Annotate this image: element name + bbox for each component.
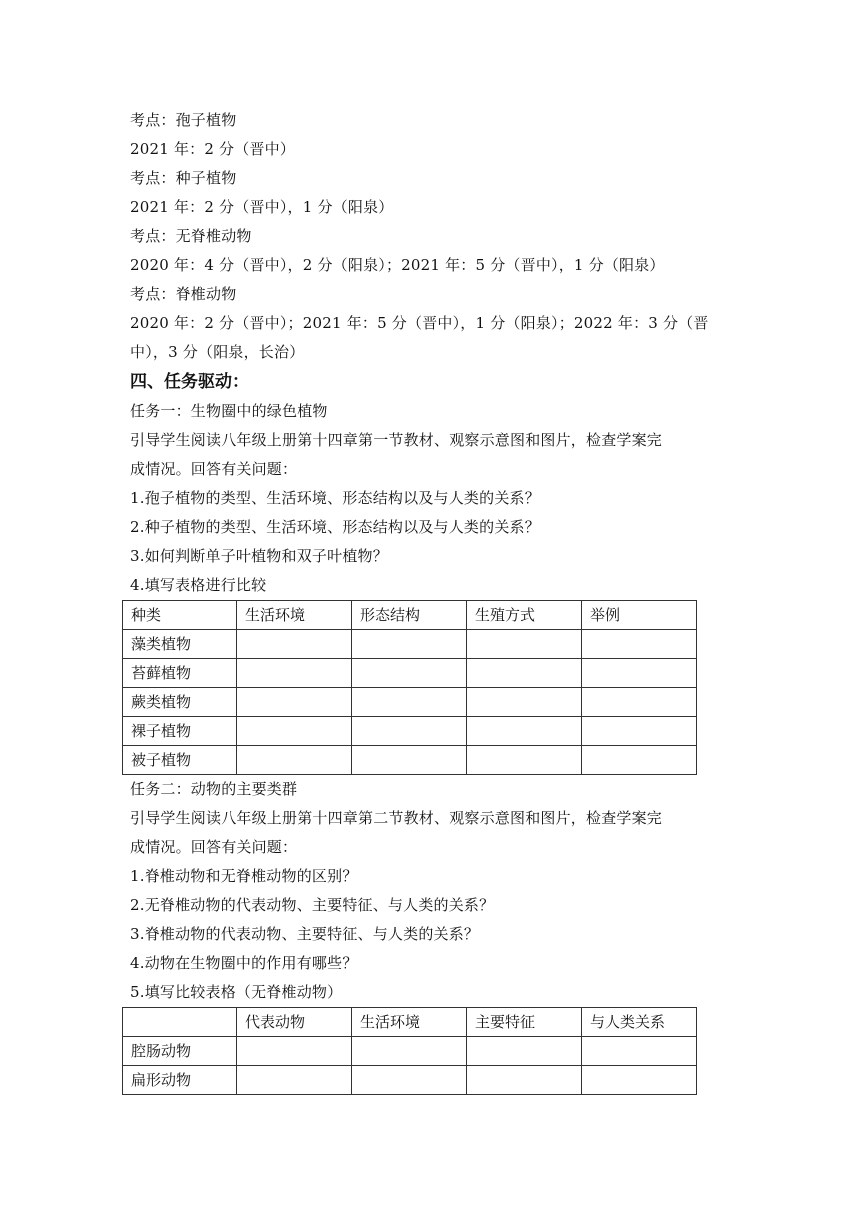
question-5: 5.填写比较表格（无脊椎动物） (130, 983, 343, 1001)
blank-cell[interactable] (467, 746, 582, 775)
task-title: 任务一：生物圈中的绿色植物 (130, 402, 328, 420)
exam-point-detail: 2021 年：2 分（晋中） (130, 140, 296, 158)
question-2: 2.无脊椎动物的代表动物、主要特征、与人类的关系？ (130, 896, 495, 914)
blank-cell[interactable] (467, 1066, 582, 1095)
header-cell: 代表动物 (237, 1008, 352, 1037)
blank-cell[interactable] (237, 688, 352, 717)
exam-point-1 (130, 106, 740, 164)
blank-cell[interactable] (582, 746, 697, 775)
question-4: 4.动物在生物圈中的作用有哪些？ (130, 954, 358, 972)
blank-cell[interactable] (237, 1037, 352, 1066)
row-label: 蕨类植物 (123, 688, 237, 717)
task-intro-line: 成情况。回答有关问题： (130, 838, 298, 856)
task-1 (130, 397, 740, 775)
exam-point-2 (130, 164, 740, 222)
row-label: 裸子植物 (123, 717, 237, 746)
table-header-row (123, 601, 697, 630)
blank-cell[interactable] (352, 1066, 467, 1095)
blank-cell[interactable] (467, 1037, 582, 1066)
exam-point-label: 考点：种子植物 (130, 169, 237, 187)
blank-cell[interactable] (352, 1037, 467, 1066)
exam-point-detail: 2021 年：2 分（晋中），1 分（阳泉） (130, 198, 394, 216)
exam-point-detail: 2020 年：4 分（晋中），2 分（阳泉）；2021 年：5 分（晋中），1 分（阳泉） (130, 256, 665, 274)
row-label: 扁形动物 (123, 1066, 237, 1095)
header-cell: 生活环境 (352, 1008, 467, 1037)
exam-point-3 (130, 222, 740, 280)
question-4: 4.填写表格进行比较 (130, 576, 267, 594)
row-label: 腔肠动物 (123, 1037, 237, 1066)
table-row (123, 630, 697, 659)
question-1: 1.孢子植物的类型、生活环境、形态结构以及与人类的关系？ (130, 489, 540, 507)
header-cell: 形态结构 (352, 601, 467, 630)
exam-point-label: 考点：孢子植物 (130, 111, 237, 129)
blank-cell[interactable] (352, 746, 467, 775)
exam-point-detail: 2020 年：2 分（晋中）；2021 年：5 分（晋中），1 分（阳泉）；2022 年：3 分（晋 (130, 314, 709, 332)
blank-cell[interactable] (237, 659, 352, 688)
header-cell: 种类 (123, 601, 237, 630)
blank-cell[interactable] (467, 717, 582, 746)
row-label: 被子植物 (123, 746, 237, 775)
header-cell: 主要特征 (467, 1008, 582, 1037)
blank-cell[interactable] (582, 717, 697, 746)
header-cell (123, 1008, 237, 1037)
table-row (123, 659, 697, 688)
exam-point-4 (130, 280, 740, 367)
task-intro-line: 引导学生阅读八年级上册第十四章第二节教材、观察示意图和图片，检查学案完 (130, 809, 663, 827)
blank-cell[interactable] (467, 659, 582, 688)
blank-cell[interactable] (237, 630, 352, 659)
exam-point-label: 考点：无脊椎动物 (130, 227, 252, 245)
blank-cell[interactable] (352, 717, 467, 746)
task-2 (130, 775, 740, 1095)
blank-cell[interactable] (352, 630, 467, 659)
blank-cell[interactable] (352, 688, 467, 717)
blank-cell[interactable] (582, 688, 697, 717)
blank-cell[interactable] (237, 1066, 352, 1095)
question-1: 1.脊椎动物和无脊椎动物的区别？ (130, 867, 358, 885)
question-3: 3.如何判断单子叶植物和双子叶植物？ (130, 547, 388, 565)
section-heading: 四、任务驱动： (130, 372, 249, 392)
blank-cell[interactable] (467, 688, 582, 717)
table-row (123, 717, 697, 746)
task-title: 任务二：动物的主要类群 (130, 780, 298, 798)
invertebrate-comparison-table (122, 1007, 697, 1095)
blank-cell[interactable] (582, 659, 697, 688)
table-row (123, 746, 697, 775)
blank-cell[interactable] (237, 717, 352, 746)
question-3: 3.脊椎动物的代表动物、主要特征、与人类的关系？ (130, 925, 480, 943)
plant-comparison-table (122, 600, 697, 775)
question-2: 2.种子植物的类型、生活环境、形态结构以及与人类的关系？ (130, 518, 540, 536)
row-label: 苔藓植物 (123, 659, 237, 688)
table-row (123, 688, 697, 717)
blank-cell[interactable] (352, 659, 467, 688)
header-cell: 生殖方式 (467, 601, 582, 630)
header-cell: 生活环境 (237, 601, 352, 630)
table-row (123, 1066, 697, 1095)
blank-cell[interactable] (237, 746, 352, 775)
header-cell: 与人类关系 (582, 1008, 697, 1037)
row-label: 藻类植物 (123, 630, 237, 659)
blank-cell[interactable] (582, 1037, 697, 1066)
header-cell: 举例 (582, 601, 697, 630)
blank-cell[interactable] (582, 1066, 697, 1095)
exam-point-label: 考点：脊椎动物 (130, 285, 237, 303)
blank-cell[interactable] (582, 630, 697, 659)
blank-cell[interactable] (467, 630, 582, 659)
table-header-row (123, 1008, 697, 1037)
document-body (130, 106, 740, 1095)
exam-point-detail: 中），3 分（阳泉，长治） (130, 343, 305, 361)
task-intro-line: 成情况。回答有关问题： (130, 460, 298, 478)
table-row (123, 1037, 697, 1066)
task-intro-line: 引导学生阅读八年级上册第十四章第一节教材、观察示意图和图片，检查学案完 (130, 431, 663, 449)
